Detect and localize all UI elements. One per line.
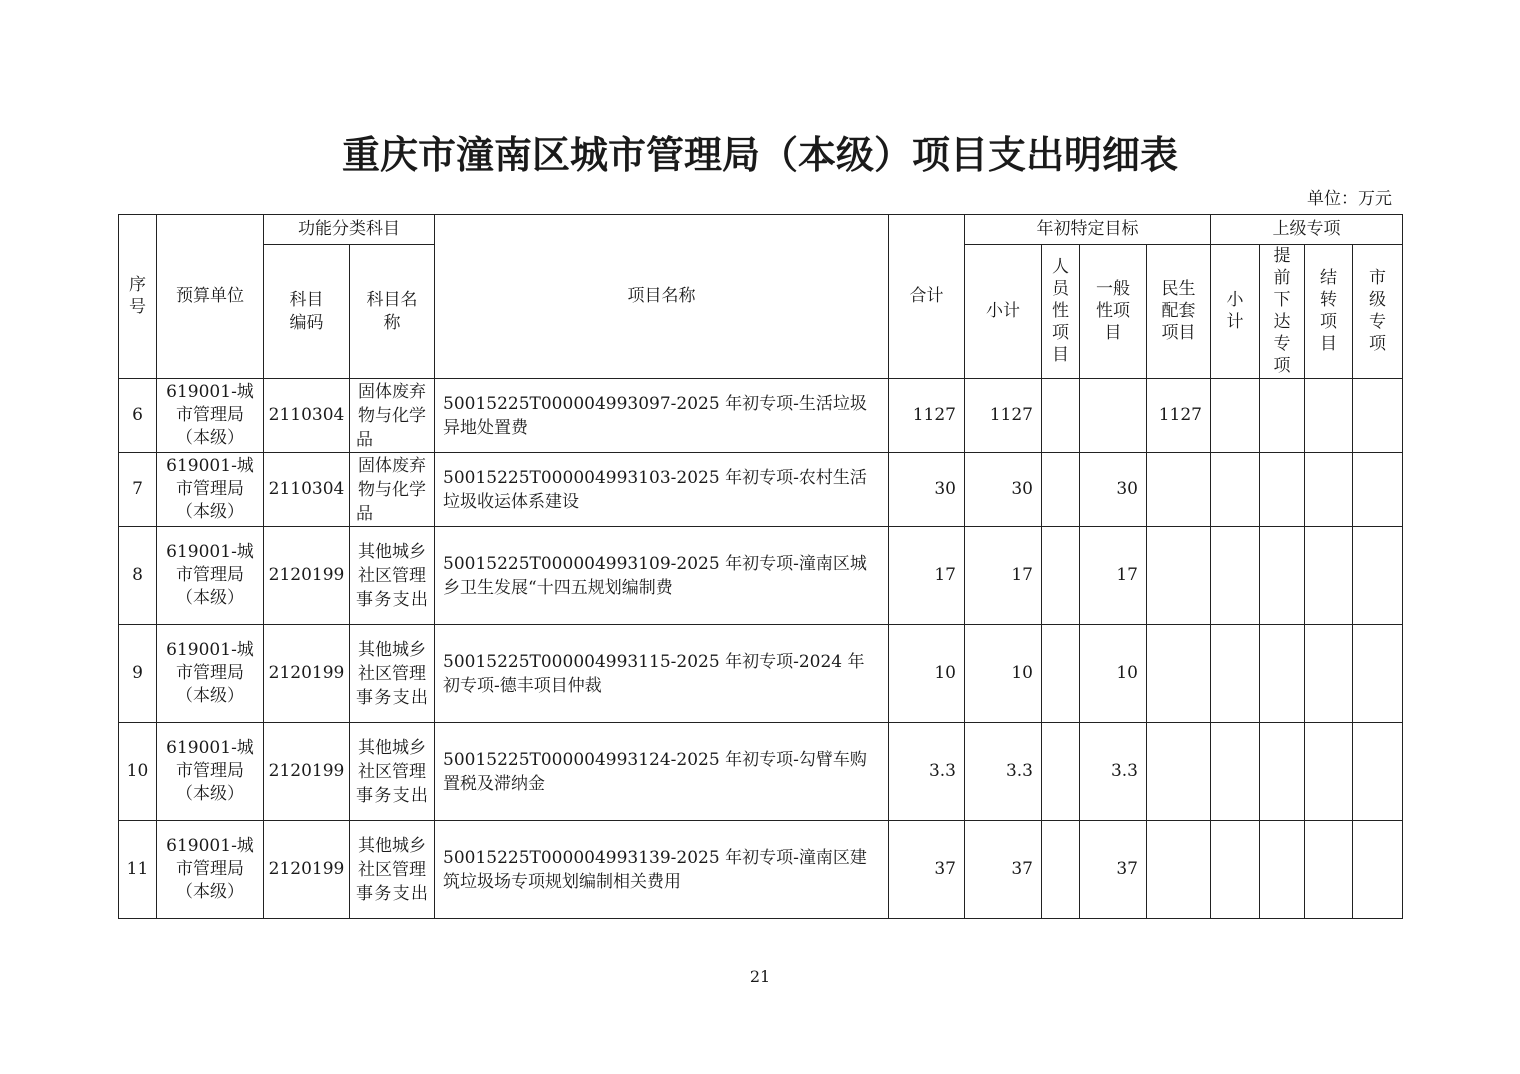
cell-subject: 其他城乡社区管理事务支出 — [350, 723, 435, 821]
table-row — [119, 379, 1403, 453]
cell-total: 10 — [889, 625, 965, 723]
header-subject-code: 科目编码 — [264, 245, 350, 379]
cell-unit: 619001-城市管理局（本级） — [157, 625, 264, 723]
cell-code: 2110304 — [264, 453, 350, 527]
cell-project: 50015225T000004993103-2025 年初专项-农村生活垃圾收运体系建设 — [435, 453, 889, 527]
cell-code: 2120199 — [264, 723, 350, 821]
cell-unit: 619001-城市管理局（本级） — [157, 723, 264, 821]
header-seq: 序号 — [119, 215, 157, 379]
cell-city — [1353, 527, 1403, 625]
cell-advance — [1260, 723, 1305, 821]
header-upper-group: 上级专项 — [1211, 215, 1403, 245]
cell-general: 10 — [1080, 625, 1147, 723]
cell-subject: 其他城乡社区管理事务支出 — [350, 527, 435, 625]
cell-general — [1080, 379, 1147, 453]
table-row — [119, 625, 1403, 723]
cell-carryover — [1305, 821, 1353, 919]
cell-total: 37 — [889, 821, 965, 919]
cell-subject: 其他城乡社区管理事务支出 — [350, 625, 435, 723]
cell-seq: 11 — [119, 821, 157, 919]
cell-seq: 10 — [119, 723, 157, 821]
cell-project: 50015225T000004993097-2025 年初专项-生活垃圾异地处置费 — [435, 379, 889, 453]
cell-advance — [1260, 379, 1305, 453]
table-row — [119, 723, 1403, 821]
cell-unit: 619001-城市管理局（本级） — [157, 527, 264, 625]
cell-unit: 619001-城市管理局（本级） — [157, 379, 264, 453]
cell-personnel — [1042, 527, 1080, 625]
cell-seq: 7 — [119, 453, 157, 527]
header-city: 市级专项 — [1353, 245, 1403, 379]
cell-carryover — [1305, 453, 1353, 527]
cell-livelihood — [1147, 527, 1211, 625]
cell-seq: 6 — [119, 379, 157, 453]
cell-personnel — [1042, 453, 1080, 527]
cell-code: 2120199 — [264, 821, 350, 919]
cell-up-subtotal — [1211, 625, 1260, 723]
header-row-group — [119, 215, 1403, 245]
cell-total: 30 — [889, 453, 965, 527]
cell-code: 2120199 — [264, 625, 350, 723]
header-advance: 提前下达专项 — [1260, 245, 1305, 379]
table-row — [119, 453, 1403, 527]
cell-carryover — [1305, 723, 1353, 821]
header-budget-unit: 预算单位 — [157, 215, 264, 379]
cell-project: 50015225T000004993109-2025 年初专项-潼南区城乡卫生发展“十四五规划编制费 — [435, 527, 889, 625]
cell-advance — [1260, 625, 1305, 723]
cell-code: 2110304 — [264, 379, 350, 453]
cell-advance — [1260, 821, 1305, 919]
cell-personnel — [1042, 625, 1080, 723]
cell-total: 3.3 — [889, 723, 965, 821]
cell-livelihood — [1147, 453, 1211, 527]
cell-general: 30 — [1080, 453, 1147, 527]
header-project-name: 项目名称 — [435, 215, 889, 379]
table-row — [119, 821, 1403, 919]
cell-subtotal: 10 — [965, 625, 1042, 723]
cell-total: 17 — [889, 527, 965, 625]
cell-city — [1353, 821, 1403, 919]
cell-subtotal: 17 — [965, 527, 1042, 625]
cell-city — [1353, 723, 1403, 821]
cell-subject: 固体废弃物与化学品 — [350, 453, 435, 527]
cell-up-subtotal — [1211, 453, 1260, 527]
project-expenditure-table — [118, 214, 1403, 919]
cell-project: 50015225T000004993115-2025 年初专项-2024 年初专项-德丰项目仲裁 — [435, 625, 889, 723]
cell-subtotal: 30 — [965, 453, 1042, 527]
table-row — [119, 527, 1403, 625]
cell-up-subtotal — [1211, 723, 1260, 821]
cell-city — [1353, 625, 1403, 723]
cell-carryover — [1305, 379, 1353, 453]
header-total: 合计 — [889, 215, 965, 379]
cell-code: 2120199 — [264, 527, 350, 625]
cell-personnel — [1042, 821, 1080, 919]
cell-project: 50015225T000004993124-2025 年初专项-勾臂车购置税及滞纳金 — [435, 723, 889, 821]
cell-livelihood — [1147, 625, 1211, 723]
cell-personnel — [1042, 723, 1080, 821]
cell-carryover — [1305, 527, 1353, 625]
header-personnel: 人员性项目 — [1042, 245, 1080, 379]
cell-subtotal: 3.3 — [965, 723, 1042, 821]
cell-subject: 其他城乡社区管理事务支出 — [350, 821, 435, 919]
unit-label: 单位：万元 — [1307, 189, 1392, 209]
cell-unit: 619001-城市管理局（本级） — [157, 821, 264, 919]
cell-seq: 8 — [119, 527, 157, 625]
cell-project: 50015225T000004993139-2025 年初专项-潼南区建筑垃圾场专项规划编制相关费用 — [435, 821, 889, 919]
cell-general: 37 — [1080, 821, 1147, 919]
cell-advance — [1260, 453, 1305, 527]
cell-up-subtotal — [1211, 821, 1260, 919]
header-target-subtotal: 小计 — [965, 245, 1042, 379]
header-upper-subtotal: 小计 — [1211, 245, 1260, 379]
cell-total: 1127 — [889, 379, 965, 453]
header-func-group: 功能分类科目 — [264, 215, 435, 245]
cell-subtotal: 37 — [965, 821, 1042, 919]
cell-livelihood — [1147, 723, 1211, 821]
cell-general: 3.3 — [1080, 723, 1147, 821]
header-general: 一般性项目 — [1080, 245, 1147, 379]
cell-unit: 619001-城市管理局（本级） — [157, 453, 264, 527]
cell-up-subtotal — [1211, 527, 1260, 625]
cell-up-subtotal — [1211, 379, 1260, 453]
header-livelihood: 民生配套项目 — [1147, 245, 1211, 379]
header-carryover: 结转项目 — [1305, 245, 1353, 379]
cell-personnel — [1042, 379, 1080, 453]
cell-subtotal: 1127 — [965, 379, 1042, 453]
cell-advance — [1260, 527, 1305, 625]
page-number: 21 — [749, 967, 771, 986]
cell-seq: 9 — [119, 625, 157, 723]
page-title: 重庆市潼南区城市管理局（本级）项目支出明细表 — [341, 132, 1178, 177]
header-target-group: 年初特定目标 — [965, 215, 1211, 245]
cell-city — [1353, 379, 1403, 453]
header-subject-name: 科目名称 — [350, 245, 435, 379]
cell-city — [1353, 453, 1403, 527]
cell-subject: 固体废弃物与化学品 — [350, 379, 435, 453]
cell-general: 17 — [1080, 527, 1147, 625]
cell-carryover — [1305, 625, 1353, 723]
cell-livelihood: 1127 — [1147, 379, 1211, 453]
cell-livelihood — [1147, 821, 1211, 919]
